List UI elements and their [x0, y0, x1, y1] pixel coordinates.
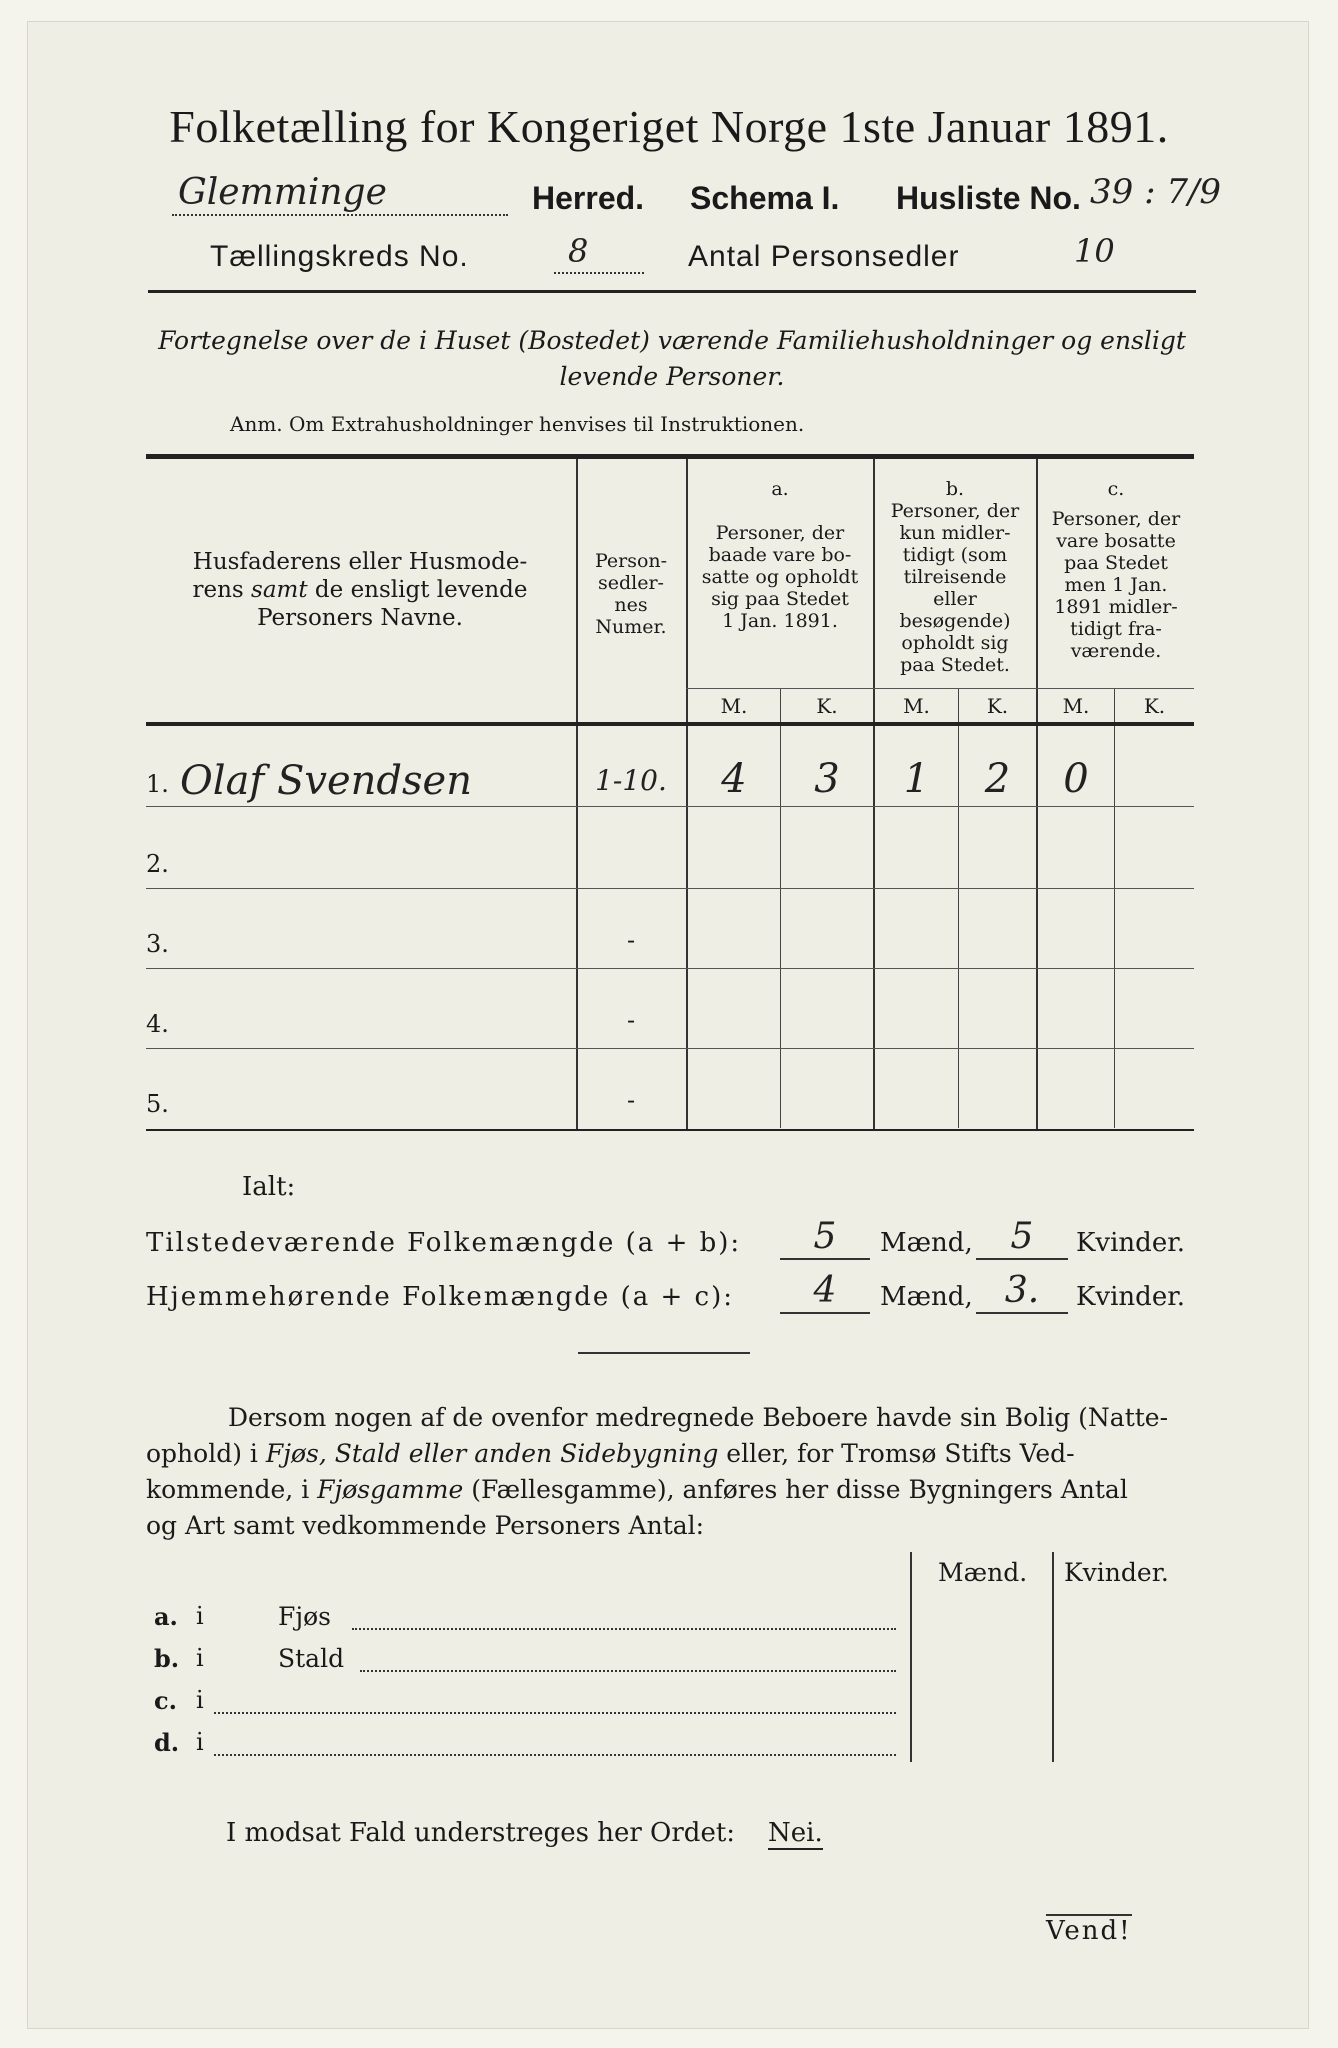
- item-letter: a.: [154, 1602, 178, 1631]
- row-number: 1.: [146, 770, 169, 798]
- row-number: 5.: [146, 1090, 169, 1118]
- a-k-value: 3: [814, 756, 840, 802]
- col-head-names: Husfaderens eller Husmode- rens samt de ensligt levende Personers Navne.: [192, 549, 528, 631]
- table-bottom-rule: [146, 1129, 1194, 1131]
- maend-label: Mænd,: [880, 1282, 973, 1312]
- total-resident-men: 4: [813, 1270, 837, 1311]
- total-present-label: Tilstedeværende Folkemængde (a + b):: [146, 1228, 742, 1258]
- row-number: 3.: [146, 930, 169, 958]
- section-divider: [578, 1352, 750, 1354]
- a-m-value: 4: [721, 756, 747, 802]
- row-number: 4.: [146, 1010, 169, 1038]
- item-i: i: [196, 1728, 204, 1756]
- herred-dotline: [172, 214, 508, 216]
- c-k-label: K.: [1143, 694, 1166, 718]
- item-letter: b.: [154, 1644, 180, 1673]
- underline: [976, 1258, 1068, 1260]
- kreds-label: Tællingskreds No.: [210, 240, 469, 273]
- item-label: Fjøs: [278, 1602, 331, 1631]
- kvinder-label: Kvinder.: [1076, 1228, 1186, 1258]
- person-number: -: [626, 1086, 636, 1114]
- form-title: Folketælling for Kongeriget Norge 1ste Januar 1891.: [169, 101, 1169, 152]
- underline: [780, 1258, 870, 1260]
- item-i: i: [196, 1686, 204, 1714]
- a-m-label: M.: [720, 694, 748, 718]
- total-resident-women: 3.: [1004, 1270, 1040, 1311]
- buildings-col-divider-1: [910, 1552, 912, 1762]
- footer-text: I modsat Fald understreges her Ordet:: [226, 1818, 736, 1848]
- b-m-value: 1: [903, 756, 930, 802]
- kreds-value: 8: [568, 232, 589, 270]
- buildings-col-divider-2: [1052, 1552, 1054, 1762]
- antal-value: 10: [1074, 232, 1115, 270]
- header-rule: [148, 290, 1196, 293]
- schema-label: Schema I.: [690, 180, 840, 216]
- item-dotline: [214, 1712, 896, 1714]
- total-present-women: 5: [1010, 1216, 1034, 1257]
- item-dotline: [352, 1628, 896, 1630]
- mk-top-line: [686, 688, 1194, 689]
- col-head-number: Person- sedler- nes Numer.: [594, 550, 668, 638]
- person-number: 1-10.: [595, 764, 667, 797]
- item-dotline: [214, 1754, 896, 1756]
- buildings-paragraph: Dersom nogen af de ovenfor medregnede Beboere havde sin Bolig (Natte- ophold) i Fjøs, Stald eller anden Sidebygning eller, for Tromsø Stifts Ved- kommende, i Fjøsgamme (Fællesgamme), anføres her disse Bygningers Antal og Art samt vedkommende Personers Antal:: [146, 1403, 1169, 1540]
- maend-label: Mænd,: [880, 1228, 973, 1258]
- person-number: -: [626, 1006, 636, 1034]
- intro-line1: Fortegnelse over de i Huset (Bostedet) værende Familiehusholdninger og ensligt: [158, 326, 1186, 355]
- ialt-label: Ialt:: [242, 1172, 296, 1202]
- buildings-col-women: Kvinder.: [1064, 1558, 1169, 1587]
- kvinder-label: Kvinder.: [1076, 1282, 1186, 1312]
- intro-line2: levende Personer.: [559, 362, 785, 391]
- household-name: Olaf Svendsen: [180, 758, 472, 804]
- antal-label: Antal Personsedler: [688, 240, 960, 273]
- col-divider-a: [780, 688, 781, 1128]
- underline: [780, 1312, 870, 1314]
- row-line-2: [146, 888, 1194, 889]
- col-head-a: a. Personer, der baade vare bo- satte og opholdt sig paa Stedet 1 Jan. 1891.: [701, 478, 859, 632]
- item-label: Stald: [278, 1644, 345, 1673]
- b-m-label: M.: [903, 694, 930, 718]
- col-divider-b: [958, 688, 959, 1128]
- husliste-label: Husliste No.: [896, 180, 1081, 216]
- col-head-b: b. Personer, der kun midler- tidigt (som tilreisende eller besøgende) opholdt sig paa Stedet.: [890, 478, 1020, 676]
- a-k-label: K.: [816, 694, 838, 718]
- item-letter: c.: [154, 1686, 177, 1715]
- row-line-1: [146, 806, 1194, 807]
- item-letter: d.: [154, 1728, 180, 1757]
- b-k-value: 2: [984, 756, 1011, 802]
- vend-label: Vend!: [1046, 1916, 1132, 1946]
- item-i: i: [196, 1644, 204, 1672]
- buildings-col-men: Mænd.: [938, 1558, 1028, 1587]
- c-m-value: 0: [1063, 756, 1089, 802]
- col-divider-c: [1114, 688, 1115, 1128]
- underline: [976, 1312, 1068, 1314]
- total-resident-label: Hjemmehørende Folkemængde (a + c):: [146, 1282, 734, 1312]
- item-i: i: [196, 1602, 204, 1630]
- item-dotline: [360, 1670, 896, 1672]
- c-m-label: M.: [1062, 694, 1090, 718]
- herred-label: Herred.: [532, 180, 645, 216]
- row-line-4: [146, 1048, 1194, 1049]
- b-k-label: K.: [986, 694, 1009, 718]
- total-present-men: 5: [813, 1216, 837, 1257]
- kreds-dotline: [554, 272, 644, 274]
- person-number: -: [626, 926, 636, 954]
- header-bottom-rule: [146, 722, 1194, 726]
- row-number: 2.: [146, 850, 169, 878]
- husliste-value: 39 : 7/9: [1090, 172, 1222, 212]
- herred-value: Glemminge: [178, 172, 387, 213]
- col-head-c: c. Personer, der vare bosatte paa Stedet men 1 Jan. 1891 midler- tidigt fra- værende.: [1051, 478, 1181, 662]
- anm-note: Anm. Om Extrahusholdninger henvises til Instruktionen.: [230, 412, 805, 436]
- row-line-3: [146, 968, 1194, 969]
- footer-word-nei: Nei.: [768, 1818, 823, 1848]
